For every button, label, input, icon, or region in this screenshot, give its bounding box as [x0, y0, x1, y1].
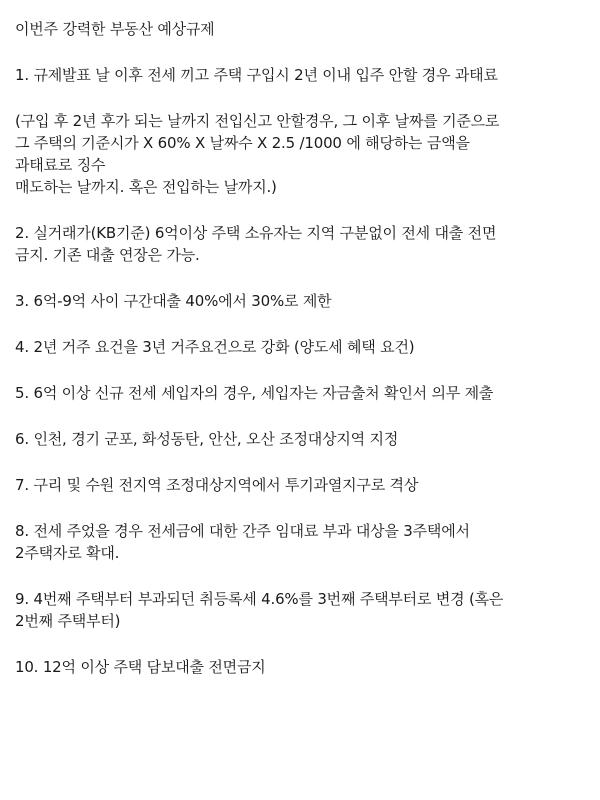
rule-item-1 — [15, 64, 590, 86]
note-text: 과태료로 징수 — [15, 156, 106, 174]
rule-text: 2. 실거래가(KB기준) 6억이상 주택 소유자는 지역 구분없이 전세 대출 전면 — [15, 224, 497, 242]
rule-text: 금지. 기존 대출 연장은 가능. — [15, 246, 200, 264]
rule-text: 4. 2년 거주 요건을 3년 거주요건으로 강화 (양도세 혜택 요건) — [15, 338, 415, 356]
rule-item-7 — [15, 474, 590, 496]
note-text: (구입 후 2년 후가 되는 날까지 전입신고 안할경우, 그 이후 날짜를 기준으로 — [15, 112, 500, 130]
note-text: 그 주택의 기준시가 X 60% X 날짜수 X 2.5 /1000 에 해당하는 금액을 — [15, 134, 470, 152]
rule-item-8 — [15, 520, 590, 564]
note-text: 매도하는 날까지. 혹은 전입하는 날까지.) — [15, 178, 277, 196]
document-title: 이번주 강력한 부동산 예상규제 — [15, 20, 215, 38]
rule-text: 3. 6억-9억 사이 구간대출 40%에서 30%로 제한 — [15, 292, 332, 310]
rule-item-3 — [15, 290, 590, 312]
document-body — [15, 18, 590, 702]
rule-item-6 — [15, 428, 590, 450]
rule-text: 6. 인천, 경기 군포, 화성동탄, 안산, 오산 조정대상지역 지정 — [15, 430, 399, 448]
rule-item-10 — [15, 656, 590, 678]
rule-text: 8. 전세 주었을 경우 전세금에 대한 간주 임대료 부과 대상을 3주택에서 — [15, 522, 470, 540]
rule-item-1-note — [15, 110, 590, 198]
rule-text: 5. 6억 이상 신규 전세 세입자의 경우, 세입자는 자금출처 확인서 의무 제출 — [15, 384, 494, 402]
rule-text: 2번째 주택부터) — [15, 612, 121, 630]
rule-item-2 — [15, 222, 590, 266]
rule-item-5 — [15, 382, 590, 404]
rule-item-9 — [15, 588, 590, 632]
rule-text: 9. 4번째 주택부터 부과되던 취등록세 4.6%를 3번째 주택부터로 변경 (혹은 — [15, 590, 504, 608]
rule-item-4 — [15, 336, 590, 358]
rule-text: 10. 12억 이상 주택 담보대출 전면금지 — [15, 658, 266, 676]
rule-text: 2주택자로 확대. — [15, 544, 120, 562]
rule-text: 7. 구리 및 수원 전지역 조정대상지역에서 투기과열지구로 격상 — [15, 476, 419, 494]
rule-text: 1. 규제발표 날 이후 전세 끼고 주택 구입시 2년 이내 입주 안할 경우 과태료 — [15, 66, 498, 84]
